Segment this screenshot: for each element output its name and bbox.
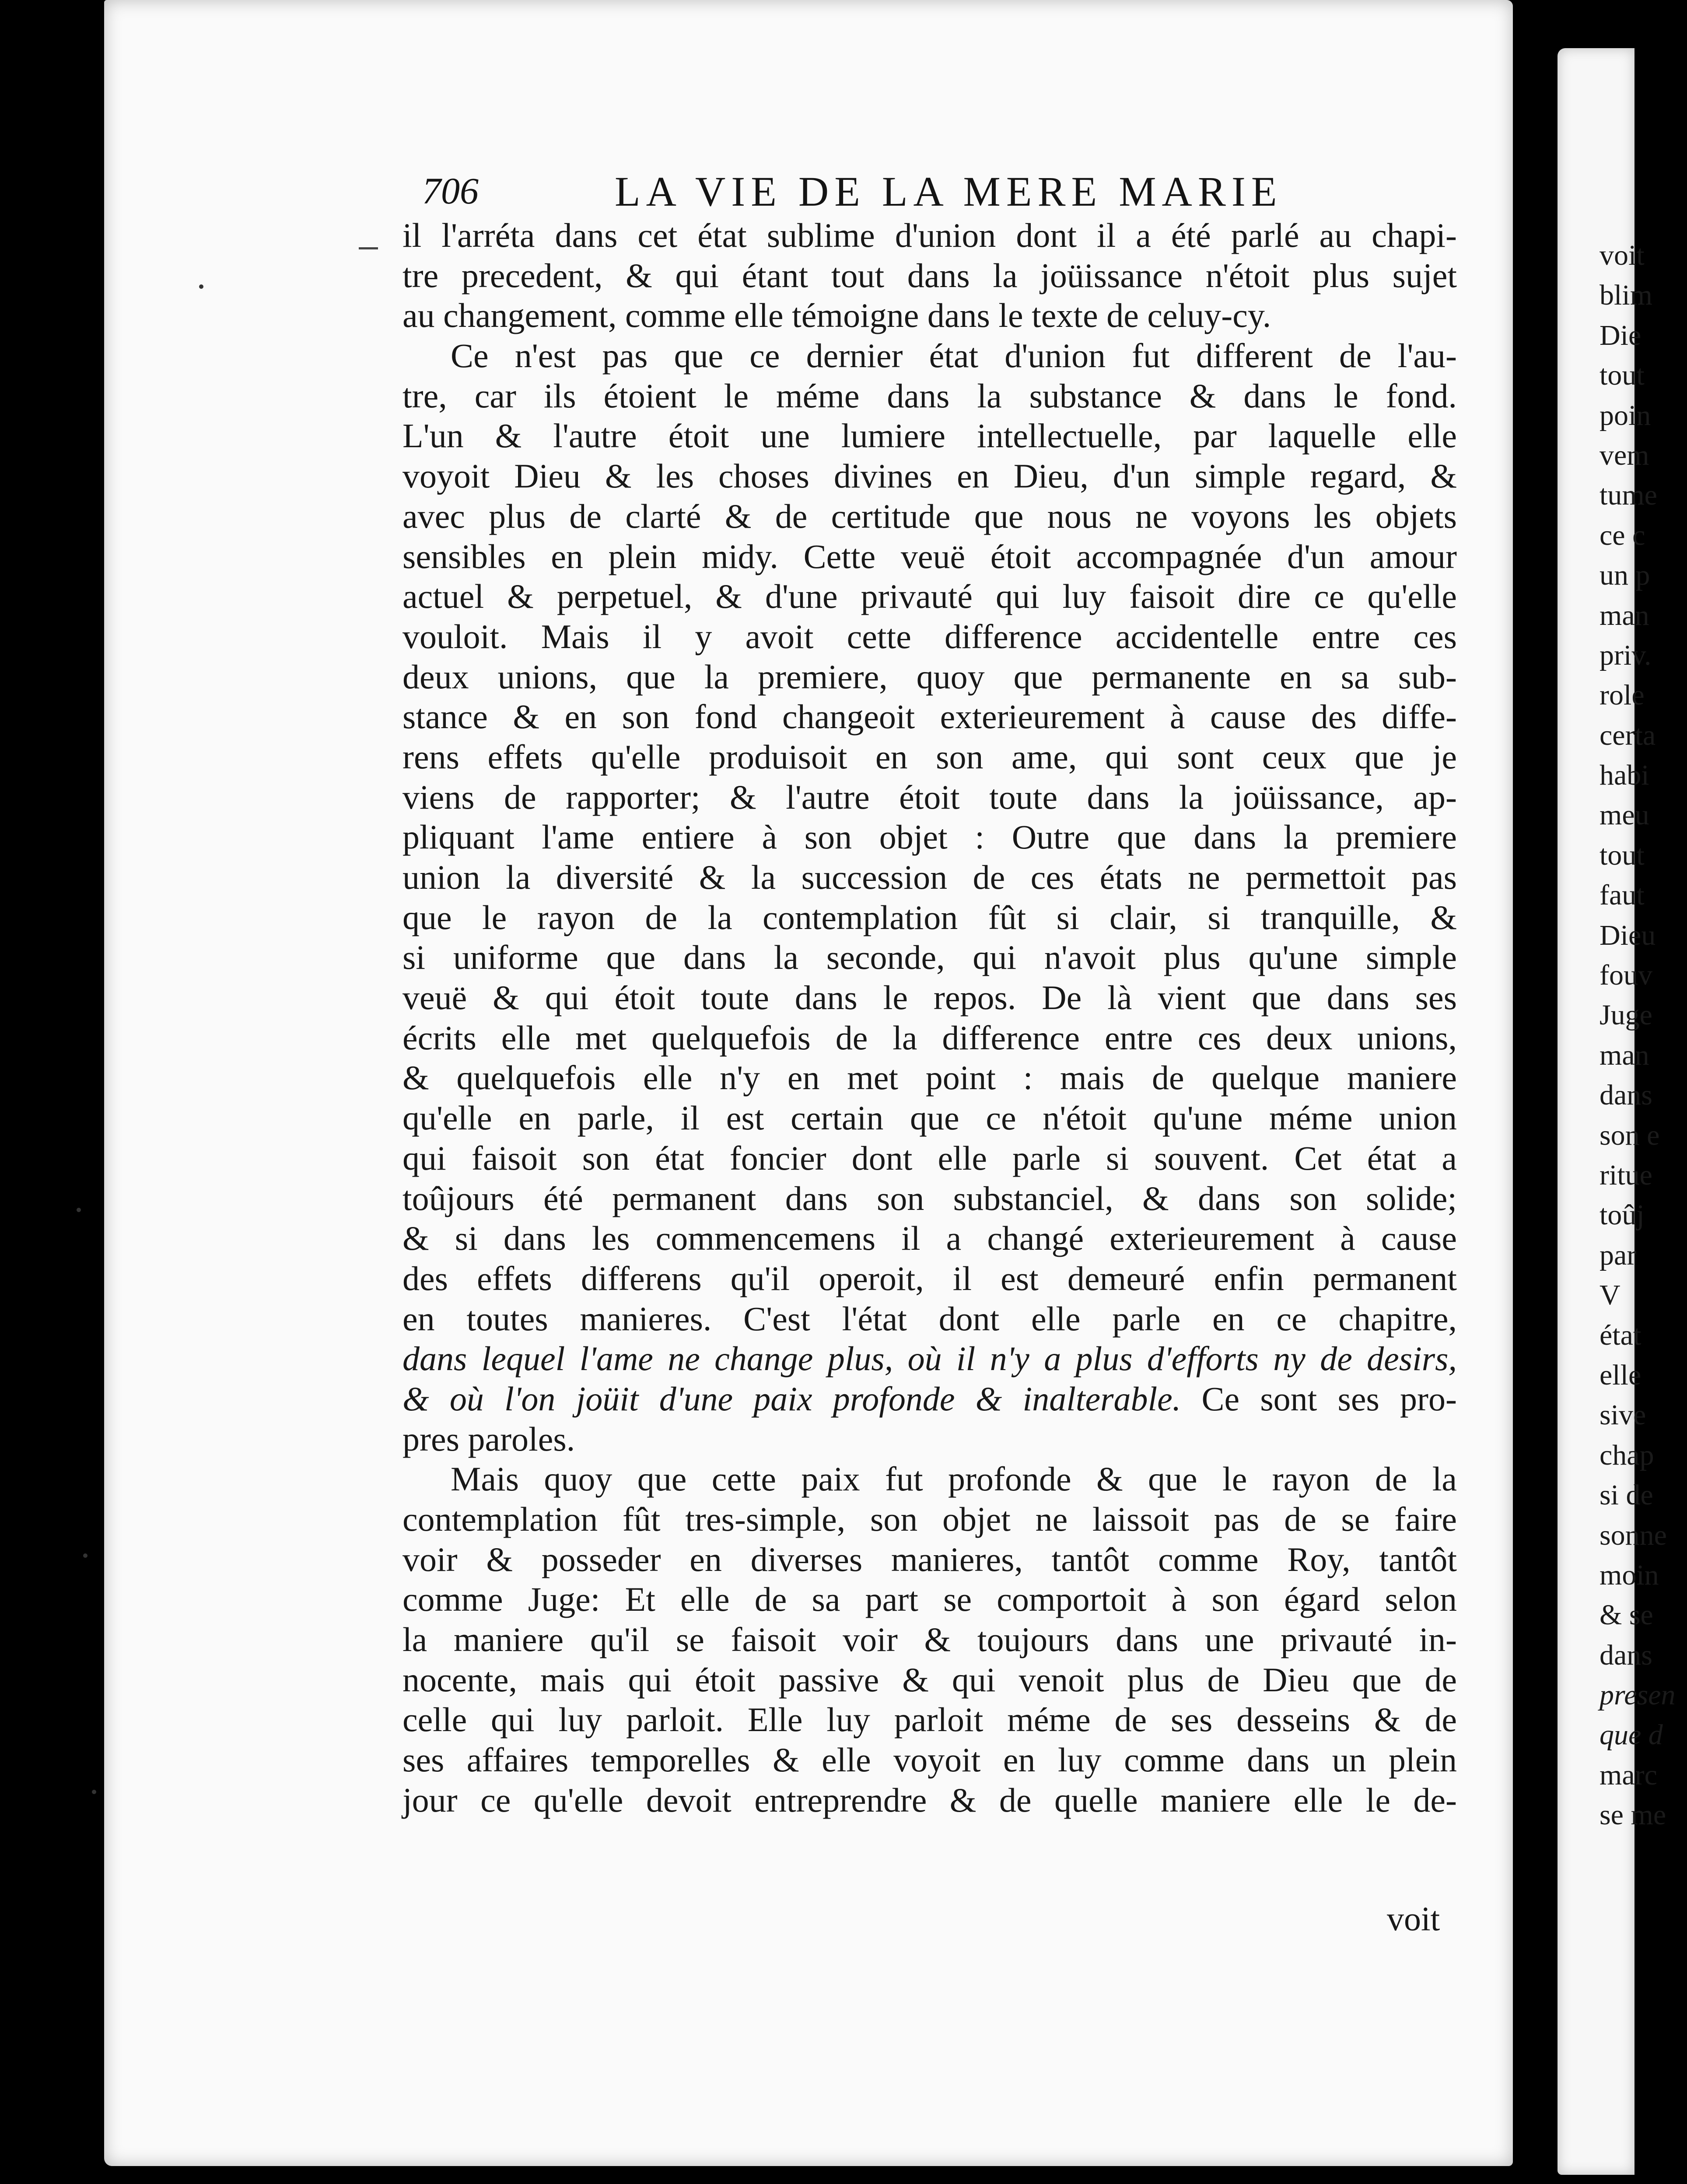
text-line: L'un & l'autre étoit une lumiere intellectuelle, par laquelle elle bbox=[402, 417, 1457, 455]
text-line: la maniere qu'il se faisoit voir & toujours dans une privauté in- bbox=[402, 1620, 1457, 1659]
page-header bbox=[422, 167, 1354, 215]
text-line: & quelquefois elle n'y en met point : mais de quelque maniere bbox=[402, 1059, 1457, 1097]
margin-speck bbox=[92, 1790, 96, 1794]
text-line: voir & posseder en diverses manieres, tantôt comme Roy, tantôt bbox=[402, 1540, 1457, 1578]
facing-page-fragment: elle bbox=[1600, 1359, 1642, 1391]
text-line: celle qui luy parloit. Elle luy parloit méme de ses desseins & de bbox=[402, 1700, 1457, 1739]
facing-page-fragment: habi bbox=[1600, 759, 1649, 792]
text-line: il l'arréta dans cet état sublime d'union dont il a été parlé au chapi- bbox=[402, 216, 1457, 254]
margin-speck bbox=[199, 284, 203, 289]
text-line: rens effets qu'elle produisoit en son ame, qui sont ceux que je bbox=[402, 737, 1457, 776]
body-text bbox=[402, 215, 1457, 1820]
roman-text: Ce sont ses pro- bbox=[1181, 1379, 1457, 1418]
facing-page-fragment: sonne bbox=[1600, 1519, 1667, 1551]
text-line: qu'elle en parle, il est certain que ce n'étoit qu'une méme union bbox=[402, 1099, 1457, 1137]
text-line: vouloit. Mais il y avoit cette difference accidentelle entre ces bbox=[402, 617, 1457, 656]
text-line: en toutes manieres. C'est l'état dont elle parle en ce chapitre, bbox=[402, 1299, 1457, 1338]
text-line: deux unions, que la premiere, quoy que permanente en sa sub- bbox=[402, 657, 1457, 696]
facing-page-fragment: & se bbox=[1600, 1599, 1653, 1631]
facing-page-fragment: V bbox=[1600, 1279, 1620, 1311]
margin-speck bbox=[83, 1553, 88, 1558]
text-line: pres paroles. bbox=[402, 1420, 575, 1458]
text-line: comme Juge: Et elle de sa part se comportoit à son égard selon bbox=[402, 1580, 1457, 1619]
text-line: voyoit Dieu & les choses divines en Dieu, d'un simple regard, & bbox=[402, 457, 1457, 495]
text-line: que le rayon de la contemplation fût si clair, si tranquille, & bbox=[402, 898, 1457, 936]
text-line: ses affaires temporelles & elle voyoit en luy comme dans un plein bbox=[402, 1741, 1457, 1779]
facing-page-fragment: Juge bbox=[1600, 999, 1652, 1031]
margin-dash bbox=[359, 247, 378, 249]
text-line: Mais quoy que cette paix fut profonde & que le rayon de la bbox=[451, 1460, 1457, 1498]
page-number: 706 bbox=[422, 170, 479, 212]
facing-page-fragment: fouv bbox=[1600, 959, 1652, 992]
text-line: tre, car ils étoient le méme dans la substance & dans le fond. bbox=[402, 376, 1457, 415]
text-line: union la diversité & la succession de ces états ne permettoit pas bbox=[402, 858, 1457, 896]
catchword: voit bbox=[1387, 1900, 1440, 1938]
facing-page-fragment: faut bbox=[1600, 879, 1645, 911]
facing-page-fragment: ce c bbox=[1600, 519, 1645, 551]
facing-page-fragment: marc bbox=[1600, 1759, 1657, 1791]
text-line: dans lequel l'ame ne change plus, où il n'y a plus d'efforts ny de desirs, bbox=[402, 1339, 1457, 1378]
facing-page-fragment: man bbox=[1600, 599, 1649, 631]
facing-page-fragment: tout bbox=[1600, 359, 1645, 392]
facing-page-fragment: man bbox=[1600, 1039, 1649, 1071]
text-line: viens de rapporter; & l'autre étoit toute dans la joüissance, ap- bbox=[402, 778, 1457, 816]
text-line: qui faisoit son état foncier dont elle parle si souvent. Cet état a bbox=[402, 1139, 1457, 1177]
text-line: écrits elle met quelquefois de la difference entre ces deux unions, bbox=[402, 1018, 1457, 1057]
facing-page-fragment: son e bbox=[1600, 1119, 1660, 1151]
facing-page-fragment: tume bbox=[1600, 479, 1657, 512]
facing-page-fragment: par bbox=[1600, 1239, 1637, 1271]
facing-page-fragment: presen bbox=[1600, 1679, 1676, 1711]
facing-page-fragment: chap bbox=[1600, 1439, 1654, 1471]
text-line: stance & en son fond changeoit exterieurement à cause des diffe- bbox=[402, 698, 1457, 736]
text-line bbox=[402, 1379, 1457, 1419]
facing-page-fragment: meu bbox=[1600, 799, 1649, 831]
facing-page bbox=[1558, 48, 1676, 2175]
text-line: veuë & qui étoit toute dans le repos. De là vient que dans ses bbox=[402, 978, 1457, 1017]
facing-page-fragment: priv. bbox=[1600, 639, 1652, 671]
text-line: actuel & perpetuel, & d'une privauté qui luy faisoit dire ce qu'elle bbox=[402, 577, 1457, 616]
text-line: toûjours été permanent dans son substanciel, & dans son solide; bbox=[402, 1179, 1457, 1217]
facing-page-fragment: Dieu bbox=[1600, 919, 1656, 951]
italic-quote: & où l'on joüit d'une paix profonde & inalterable. bbox=[402, 1379, 1181, 1418]
facing-page-fragment: ritue bbox=[1600, 1159, 1652, 1191]
facing-page-text bbox=[1600, 235, 1687, 1835]
text-line: pliquant l'ame entiere à son objet : Outre que dans la premiere bbox=[402, 818, 1457, 856]
facing-page-fragment: que d bbox=[1600, 1719, 1663, 1751]
text-line: nocente, mais qui étoit passive & qui venoit plus de Dieu que de bbox=[402, 1660, 1457, 1699]
facing-page-fragment: voit bbox=[1600, 239, 1645, 271]
facing-page-fragment: Die bbox=[1600, 319, 1642, 351]
facing-page-fragment: si de bbox=[1600, 1479, 1653, 1511]
facing-page-fragment: poin bbox=[1600, 399, 1651, 431]
text-line: jour ce qu'elle devoit entreprendre & de quelle maniere elle le de- bbox=[402, 1781, 1457, 1819]
facing-page-fragment: toûj bbox=[1600, 1199, 1645, 1231]
facing-page-fragment: sive bbox=[1600, 1399, 1646, 1431]
text-line: & si dans les commencemens il a changé exterieurement à cause bbox=[402, 1219, 1457, 1258]
facing-page-fragment: état bbox=[1600, 1319, 1642, 1351]
text-line: si uniforme que dans la seconde, qui n'avoit plus qu'une simple bbox=[402, 938, 1457, 977]
facing-page-fragment: moin bbox=[1600, 1559, 1659, 1591]
text-line: avec plus de clarté & de certitude que nous ne voyons les objets bbox=[402, 497, 1457, 535]
margin-speck bbox=[77, 1208, 81, 1212]
running-head: LA VIE DE LA MERE MARIE bbox=[615, 168, 1283, 215]
facing-page-fragment: vem bbox=[1600, 439, 1649, 471]
text-line: tre precedent, & qui étant tout dans la joüissance n'étoit plus sujet bbox=[402, 256, 1457, 294]
text-line: des effets differens qu'il operoit, il est demeuré enfin permanent bbox=[402, 1259, 1457, 1297]
facing-page-fragment: role bbox=[1600, 679, 1645, 712]
facing-page-fragment: dans bbox=[1600, 1079, 1652, 1111]
facing-page-fragment: dans bbox=[1600, 1639, 1652, 1671]
facing-page-fragment: certa bbox=[1600, 719, 1656, 751]
facing-page-fragment: blim bbox=[1600, 279, 1653, 312]
facing-page-fragment: se me bbox=[1600, 1799, 1666, 1831]
facing-page-fragment: un p bbox=[1600, 559, 1650, 592]
text-line: contemplation fût tres-simple, son objet ne laissoit pas de se faire bbox=[402, 1500, 1457, 1538]
text-line: Ce n'est pas que ce dernier état d'union fut different de l'au- bbox=[451, 337, 1457, 375]
facing-page-fragment: tout bbox=[1600, 839, 1645, 871]
text-line: sensibles en plein midy. Cette veuë étoit accompagnée d'un amour bbox=[402, 537, 1457, 575]
text-line: au changement, comme elle témoigne dans le texte de celuy-cy. bbox=[402, 296, 1271, 335]
